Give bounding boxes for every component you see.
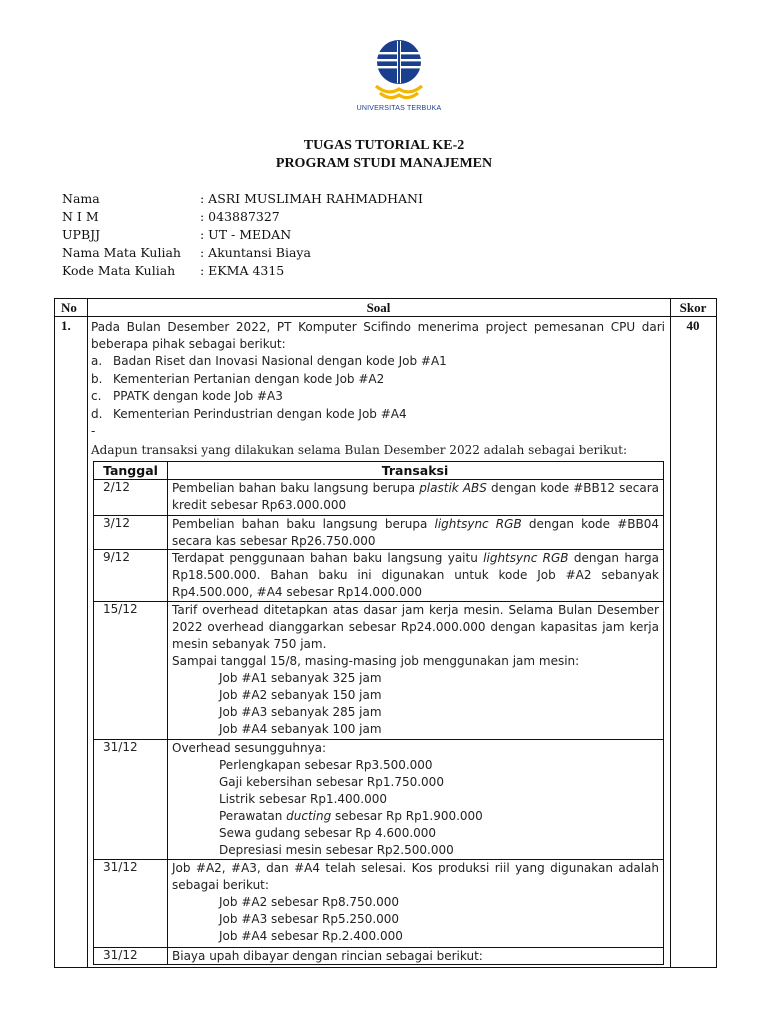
text-part: Pembelian bahan baku langsung berupa — [172, 481, 420, 495]
student-info — [62, 190, 423, 280]
table-row — [94, 739, 663, 859]
row-date: 31/12 — [103, 740, 138, 754]
row-date: 15/12 — [103, 602, 138, 616]
item-text: Badan Riset dan Inovasi Nasional dengan kode Job #A1 — [113, 354, 447, 368]
text-italic: ducting — [286, 809, 332, 823]
item-text: PPATK dengan kode Job #A3 — [113, 389, 283, 403]
list-item: Job #A1 sebanyak 325 jam — [219, 671, 382, 685]
row-date: 2/12 — [103, 480, 130, 494]
row-transaction — [172, 860, 659, 945]
doc-subtitle: PROGRAM STUDI MANAJEMEN — [275, 156, 493, 171]
info-value: : ASRI MUSLIMAH RAHMADHANI — [200, 191, 423, 206]
text-italic: lightsync RGB — [483, 551, 569, 565]
transactions-table — [93, 461, 664, 965]
header-soal: Soal — [366, 300, 391, 315]
item-text: Kementerian Pertanian dengan kode Job #A2 — [113, 371, 385, 386]
info-label: Nama — [62, 191, 100, 206]
list-item — [91, 371, 671, 389]
doc-title: TUGAS TUTORIAL KE-2 — [303, 138, 465, 153]
list-item: Job #A2 sebanyak 150 jam — [219, 688, 382, 702]
info-row — [62, 208, 423, 226]
header-transaksi: Transaksi — [381, 463, 449, 478]
info-label: Kode Mata Kuliah — [62, 263, 176, 278]
table-row — [94, 549, 663, 601]
transactions-lead: Adapun transaksi yang dilakukan selama Bulan Desember 2022 adalah sebagai berikut: — [91, 443, 627, 457]
list-item: Job #A3 sebanyak 285 jam — [219, 705, 382, 719]
info-label: UPBJJ — [62, 227, 101, 242]
col-divider — [87, 299, 88, 967]
item-letter: a. — [91, 354, 103, 368]
info-value: : 043887327 — [200, 209, 280, 224]
row-transaction — [172, 480, 659, 514]
transaction-text: Tarif overhead ditetapkan atas dasar jam kerja mesin. Selama Bulan Desember 2022 overhead dianggarkan sebesar Rp24.000.000 dengan kapasitas jam kerja mesin sebanyak 750 jam. — [172, 603, 659, 651]
table-row — [94, 859, 663, 948]
ut-emblem-icon — [368, 38, 430, 104]
text-part: Perawatan — [219, 809, 287, 823]
table-row — [94, 515, 663, 549]
university-logo — [355, 38, 443, 120]
info-value: : UT - MEDAN — [200, 227, 292, 242]
text-part: Pembelian bahan baku langsung berupa — [172, 517, 435, 531]
row-date: 3/12 — [103, 516, 130, 530]
list-item — [91, 353, 671, 371]
list-item — [91, 406, 671, 424]
row-date: 31/12 — [103, 860, 138, 874]
info-value: : Akuntansi Biaya — [200, 245, 311, 260]
list-item: Job #A4 sebesar Rp.2.400.000 — [219, 929, 403, 943]
row-transaction — [172, 948, 659, 965]
transaction-text: Overhead sesungguhnya: — [172, 741, 327, 755]
university-name: UNIVERSITAS TERBUKA — [356, 105, 442, 112]
table-row — [94, 479, 663, 515]
row-date: 31/12 — [103, 948, 138, 962]
list-item: Job #A3 sebesar Rp5.250.000 — [219, 912, 400, 926]
text-part: Terdapat penggunaan bahan baku langsung yaitu — [172, 551, 484, 565]
info-row — [62, 262, 423, 280]
list-item: Job #A2 sebesar Rp8.750.000 — [219, 895, 400, 909]
list-item: Depresiasi mesin sebesar Rp2.500.000 — [219, 843, 454, 857]
transaction-text: Biaya upah dibayar dengan rincian sebagai berikut: — [172, 949, 483, 963]
row-transaction — [172, 740, 659, 859]
list-item: Job #A4 sebanyak 100 jam — [219, 722, 382, 736]
text-italic: lightsync RGB — [434, 517, 522, 531]
header-divider — [55, 316, 716, 317]
list-item — [172, 808, 659, 825]
text-part: dengan kode #BB04 secara kas sebesar Rp26.750.000 — [172, 517, 659, 548]
question-intro: Pada Bulan Desember 2022, PT Komputer Scifindo menerima project pemesanan CPU dari beberapa pihak sebagai berikut: — [91, 320, 665, 351]
text-part: dengan harga Rp18.500.000. Bahan baku ini digunakan untuk kode Job #A2 sebanyak Rp4.500.000, #A4 sebesar Rp14.000.000 — [172, 551, 660, 599]
item-text: Kementerian Perindustrian dengan kode Job #A4 — [113, 406, 407, 421]
header-tanggal: Tanggal — [103, 463, 158, 478]
info-label: Nama Mata Kuliah — [62, 245, 181, 260]
item-letter: d. — [91, 406, 103, 421]
info-row — [62, 190, 423, 208]
item-letter: b. — [91, 371, 103, 386]
dash-line: - — [91, 424, 96, 438]
list-item: Listrik sebesar Rp1.400.000 — [219, 792, 388, 806]
text-part: dengan kode #BB12 secara kredit sebesar Rp63.000.000 — [172, 481, 659, 512]
question-table — [54, 298, 717, 968]
list-item: Gaji kebersihan sebesar Rp1.750.000 — [219, 775, 444, 789]
text-part: sebesar Rp Rp1.900.000 — [331, 809, 483, 823]
question-score: 40 — [686, 318, 700, 333]
row-transaction — [172, 602, 659, 738]
question-number: 1. — [61, 318, 71, 333]
list-item: Sewa gudang sebesar Rp 4.600.000 — [219, 826, 437, 840]
info-row — [62, 244, 423, 262]
row-date: 9/12 — [103, 550, 130, 564]
table-row — [94, 601, 663, 739]
row-transaction — [172, 516, 659, 550]
info-value: : EKMA 4315 — [200, 263, 285, 278]
list-item — [91, 388, 671, 406]
project-list — [91, 353, 671, 441]
transaction-text: Job #A2, #A3, dan #A4 telah selesai. Kos produksi riil yang digunakan adalah sebagai berikut: — [172, 861, 659, 892]
text-italic: plastik ABS — [419, 481, 487, 495]
row-transaction — [172, 550, 659, 601]
transaction-text: Sampai tanggal 15/8, masing-masing job menggunakan jam mesin: — [172, 654, 580, 668]
header-no: No — [61, 300, 77, 315]
info-label: N I M — [62, 209, 99, 224]
list-item: Perlengkapan sebesar Rp3.500.000 — [219, 758, 433, 772]
header-skor: Skor — [679, 300, 707, 315]
info-row — [62, 226, 423, 244]
table-row — [94, 947, 663, 965]
item-letter: c. — [91, 389, 102, 403]
